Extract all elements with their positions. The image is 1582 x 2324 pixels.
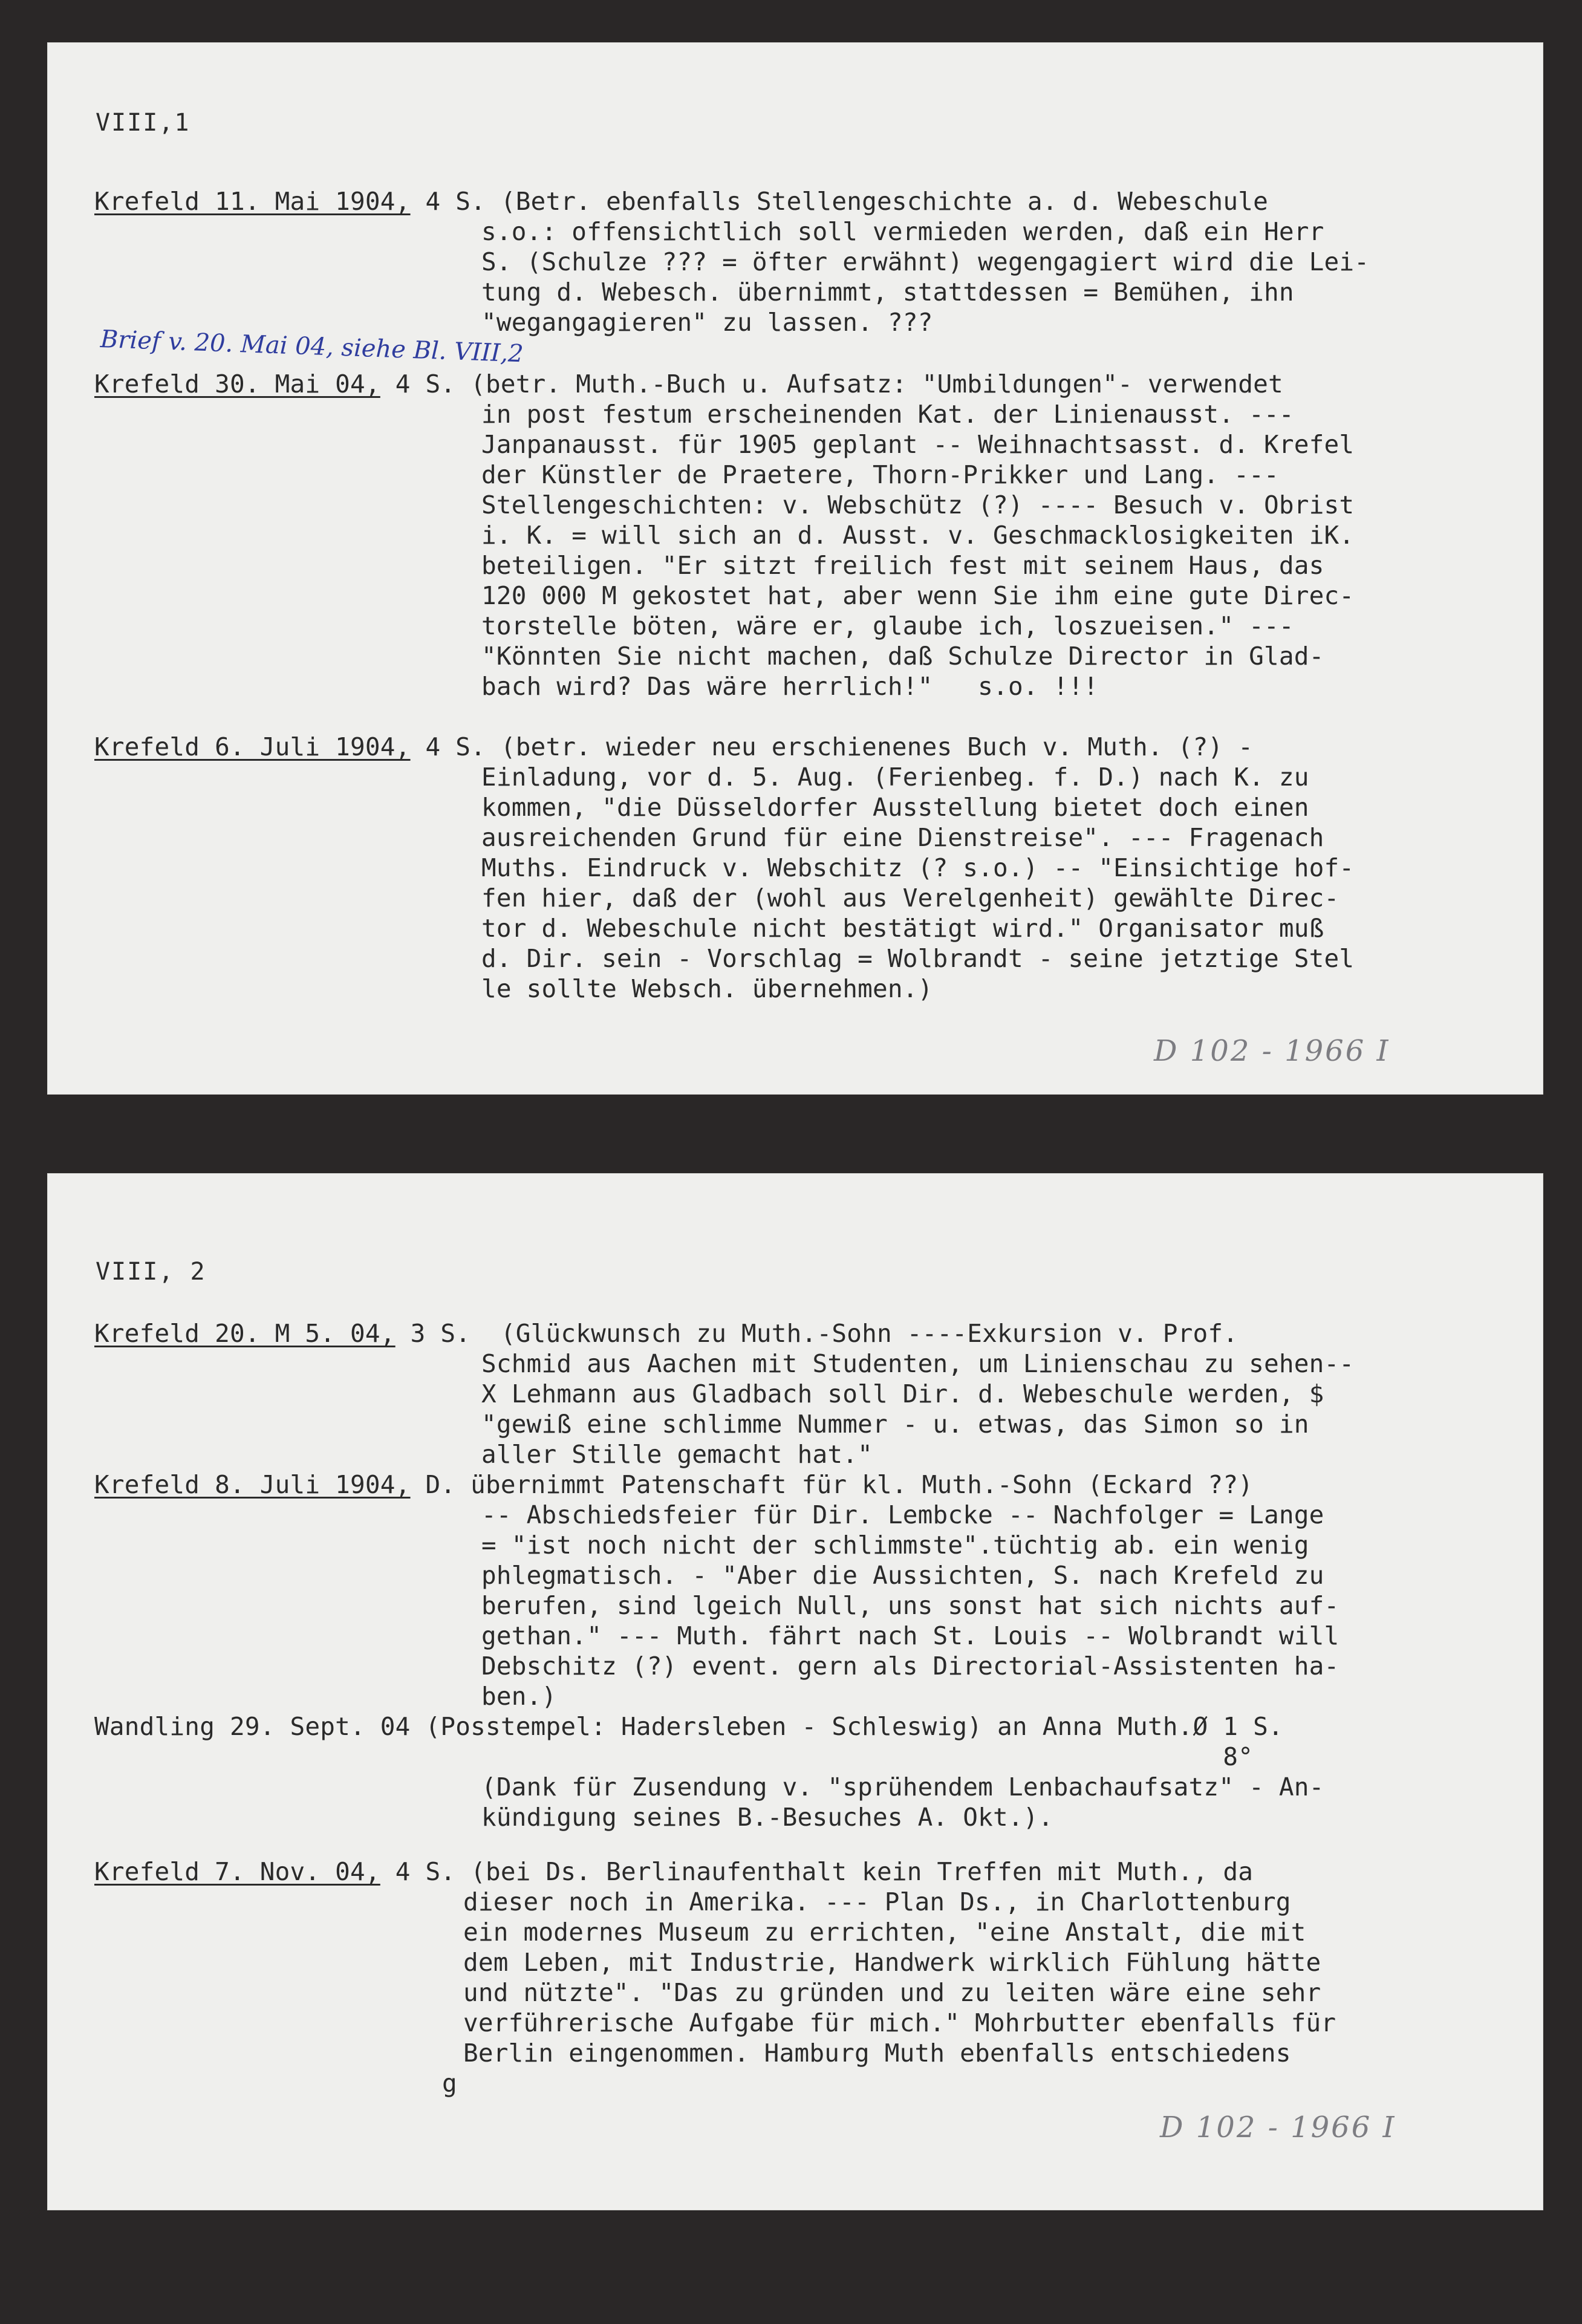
entry-line: (Dank für Zusendung v. "sprühendem Lenbachaufsatz" - An- [481, 1772, 1324, 1802]
entry-line: S. (Schulze ??? = öfter erwähnt) wegengagiert wird die Lei- [481, 247, 1370, 276]
entry-line: Schmid aus Aachen mit Studenten, um Linienschau zu sehen-- [481, 1349, 1355, 1378]
letter-entry [94, 1857, 1540, 2098]
entry-line: Stellengeschichten: v. Webschütz (?) ---- Besuch v. Obrist [481, 490, 1355, 519]
entry-line: Berlin eingenommen. Hamburg Muth ebenfalls entschiedens [463, 2039, 1291, 2068]
entry-place-date: Krefeld 20. M 5. 04, [94, 1319, 395, 1348]
entry-line: Muths. Eindruck v. Webschitz (? s.o.) -- "Einsichtige hof- [481, 853, 1355, 882]
entry-line: fen hier, daß der (wohl aus Verelgenheit) gewählte Direc- [481, 884, 1339, 913]
entry-line: "Könnten Sie nicht machen, daß Schulze Director in Glad- [481, 642, 1324, 671]
entry-line: in post festum erscheinenden Kat. der Linienausst. --- [481, 400, 1294, 429]
entry-place-date: Krefeld 7. Nov. 04, [94, 1857, 380, 1886]
index-card-1 [47, 42, 1543, 1095]
entry-line: torstelle böten, wäre er, glaube ich, loszueisen." --- [481, 611, 1294, 640]
entry-line: 120 000 M gekostet hat, aber wenn Sie ihm eine gute Direc- [481, 581, 1355, 610]
entry-line: bach wird? Das wäre herrlich!" s.o. !!! [481, 672, 1099, 701]
entry-line: g [442, 2069, 457, 2098]
letter-entry [94, 1711, 1540, 1832]
entry-line: d. Dir. sein - Vorschlag = Wolbrandt - seine jetztige Stel [481, 944, 1355, 973]
entry-line: "gewiß eine schlimme Nummer - u. etwas, das Simon so in [481, 1410, 1309, 1439]
entry-line: der Künstler de Praetere, Thorn-Prikker und Lang. --- [481, 460, 1279, 489]
handwritten-cross-reference: Brief v. 20. Mai 04, siehe Bl. VIII,2 [100, 325, 524, 368]
entry-line: aller Stille gemacht hat." [481, 1440, 873, 1469]
letter-entry [94, 186, 1540, 337]
index-card-2 [47, 1173, 1543, 2210]
entry-line: kündigung seines B.-Besuches A. Okt.). [481, 1803, 1053, 1832]
entry-line: ausreichenden Grund für eine Dienstreise". --- Fragenach [481, 823, 1324, 852]
entry-line: dieser noch in Amerika. --- Plan Ds., in Charlottenburg [463, 1887, 1291, 1916]
entry-line: Janpanausst. für 1905 geplant -- Weihnachtsasst. d. Krefel [481, 430, 1355, 459]
entry-line: und nützte". "Das zu gründen und zu leiten wäre eine sehr [463, 1978, 1321, 2007]
entry-line: s.o.: offensichtlich soll vermieden werden, daß ein Herr [481, 217, 1324, 246]
entry-line: phlegmatisch. - "Aber die Aussichten, S. nach Krefeld zu [481, 1561, 1324, 1590]
entry-line: tor d. Webeschule nicht bestätigt wird." Organisator muß [481, 914, 1324, 943]
entry-line: 8° [94, 1742, 1254, 1771]
letter-entry [94, 369, 1540, 701]
letter-entry [94, 1318, 1540, 1470]
archive-signature-mark: D 102 - 1966 I [1154, 1034, 1390, 1068]
entry-header-line: Krefeld 11. Mai 1904, 4 S. (Betr. ebenfalls Stellengeschichte a. d. Webeschule [94, 187, 1268, 216]
letter-entry [94, 1470, 1540, 1711]
entry-header-line: Krefeld 7. Nov. 04, 4 S. (bei Ds. Berlinaufenthalt kein Treffen mit Muth., da [94, 1857, 1254, 1886]
archive-signature-mark: D 102 - 1966 I [1160, 2111, 1396, 2144]
entry-line: tung d. Webesch. übernimmt, stattdessen = Bemühen, ihn [481, 278, 1294, 307]
card-heading: VIII,1 [96, 109, 190, 137]
entry-line: gethan." --- Muth. fährt nach St. Louis -- Wolbrandt will [481, 1621, 1339, 1650]
entry-line: verführerische Aufgabe für mich." Mohrbutter ebenfalls für [463, 2008, 1336, 2037]
entry-line: X Lehmann aus Gladbach soll Dir. d. Webeschule werden, $ [481, 1379, 1324, 1408]
entry-line: berufen, sind lgeich Null, uns sonst hat sich nichts auf- [481, 1591, 1339, 1620]
entry-line: = "ist noch nicht der schlimmste".tüchtig ab. ein wenig [481, 1531, 1309, 1560]
entry-place-date: Krefeld 8. Juli 1904, [94, 1470, 411, 1499]
entry-header-line: Krefeld 20. M 5. 04, 3 S. (Glückwunsch zu Muth.-Sohn ----Exkursion v. Prof. [94, 1319, 1239, 1348]
entry-line: beteiligen. "Er sitzt freilich fest mit seinem Haus, das [481, 551, 1324, 580]
entry-line: kommen, "die Düsseldorfer Ausstellung bietet doch einen [481, 793, 1309, 822]
entry-place-date: Krefeld 30. Mai 04, [94, 369, 380, 399]
letter-entry [94, 732, 1540, 1004]
entry-header-line: Krefeld 8. Juli 1904, D. übernimmt Patenschaft für kl. Muth.-Sohn (Eckard ??) [94, 1470, 1254, 1499]
entry-line: ben.) [481, 1682, 557, 1711]
entry-place-date: Krefeld 11. Mai 1904, [94, 187, 411, 216]
entry-header-line: Krefeld 6. Juli 1904, 4 S. (betr. wieder neu erschienenes Buch v. Muth. (?) - [94, 732, 1254, 761]
entry-place-date: Krefeld 6. Juli 1904, [94, 732, 411, 761]
entry-line: Debschitz (?) event. gern als Directorial-Assistenten ha- [481, 1652, 1339, 1681]
entry-line: ein modernes Museum zu errichten, "eine Anstalt, die mit [463, 1918, 1306, 1947]
entry-line: "wegangagieren" zu lassen. ??? [481, 308, 933, 337]
entry-header-line: Krefeld 30. Mai 04, 4 S. (betr. Muth.-Buch u. Aufsatz: "Umbildungen"- verwendet [94, 369, 1283, 399]
entry-line: le sollte Websch. übernehmen.) [481, 974, 933, 1003]
entry-line: Einladung, vor d. 5. Aug. (Ferienbeg. f. D.) nach K. zu [481, 763, 1309, 792]
entry-line: dem Leben, mit Industrie, Handwerk wirklich Fühlung hätte [463, 1948, 1321, 1977]
card-heading: VIII, 2 [96, 1258, 206, 1286]
entry-line: -- Abschiedsfeier für Dir. Lembcke -- Nachfolger = Lange [481, 1500, 1324, 1529]
entry-line: i. K. = will sich an d. Ausst. v. Geschmacklosigkeiten iK. [481, 521, 1355, 550]
entry-header-line: Wandling 29. Sept. 04 (Posstempel: Hadersleben - Schleswig) an Anna Muth.Ø 1 S. [94, 1712, 1283, 1741]
